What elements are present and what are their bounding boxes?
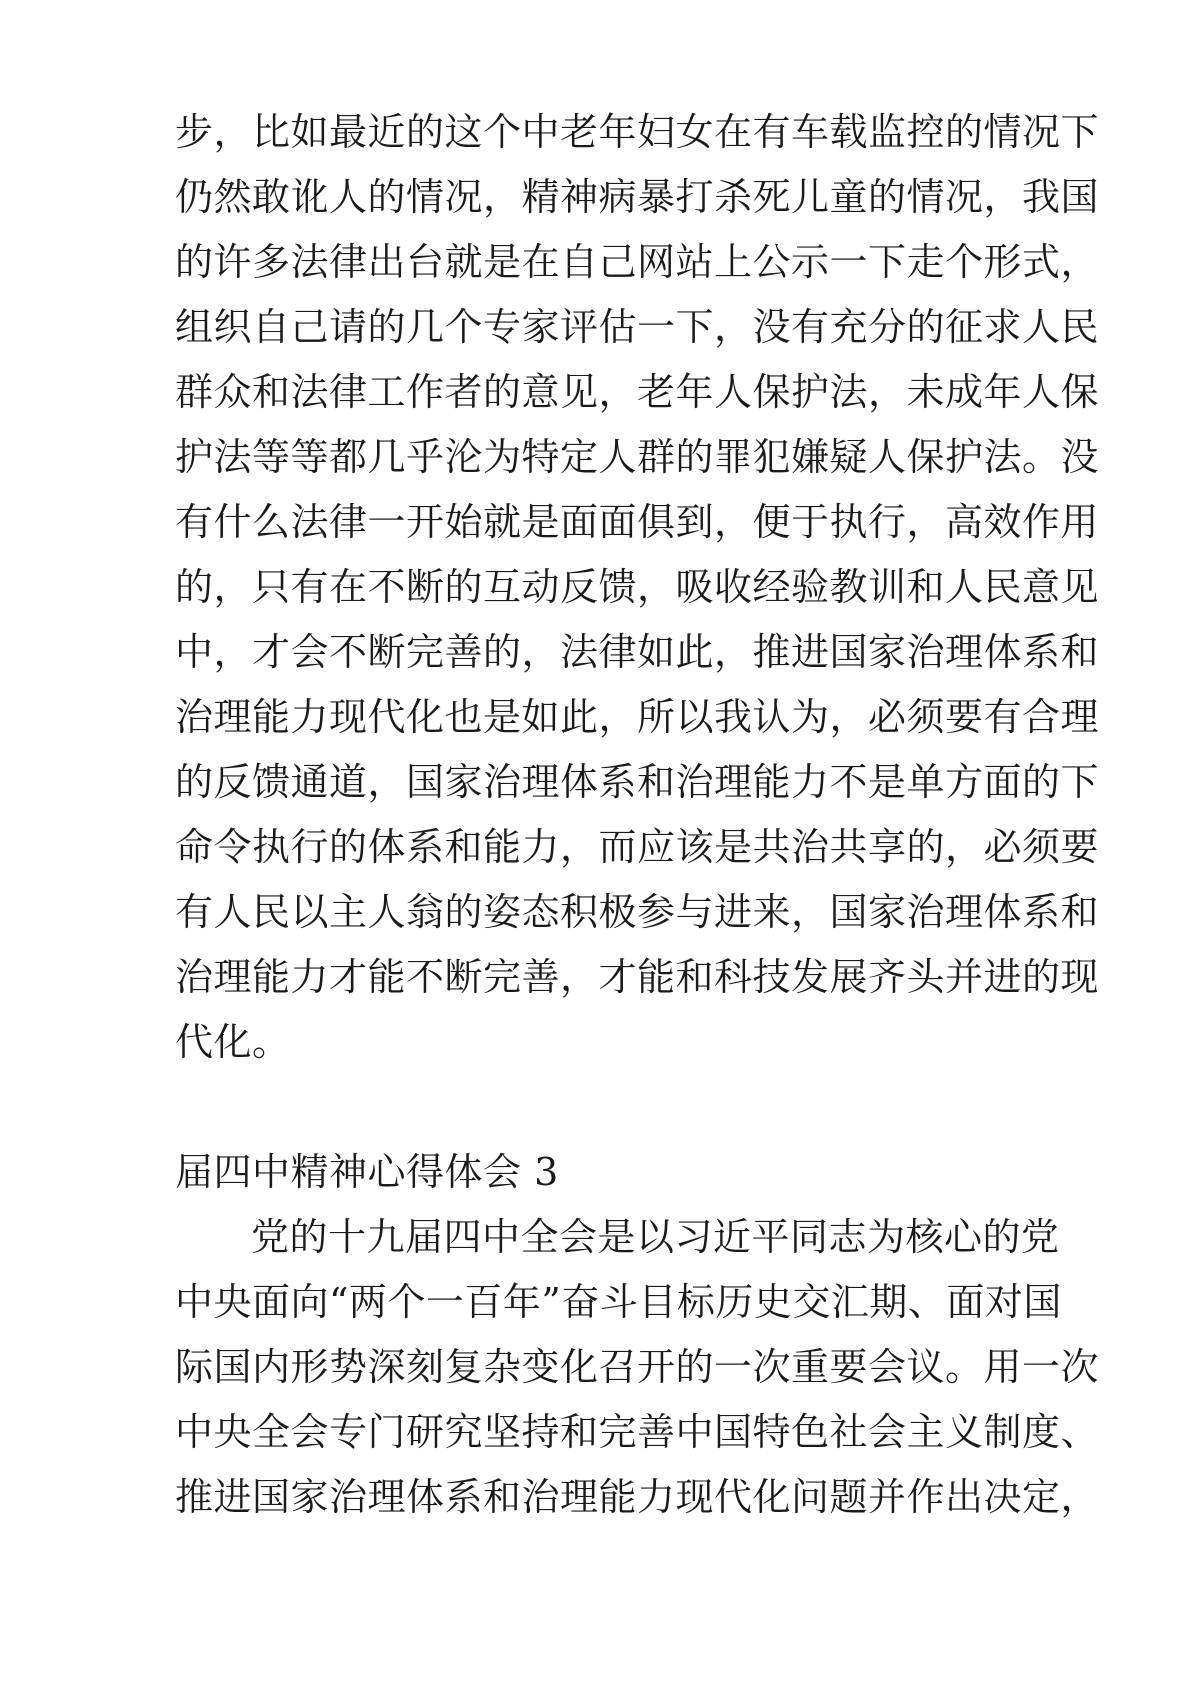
body-text-line: 中央全会专门研究坚持和完善中国特色社会主义制度、 bbox=[175, 1410, 1100, 1454]
body-text-line: 组织自己请的几个专家评估一下，没有充分的征求人民 bbox=[175, 305, 1100, 349]
body-text-line: 有人民以主人翁的姿态积极参与进来，国家治理体系和 bbox=[175, 890, 1100, 934]
body-text-line: 代化。 bbox=[175, 1020, 291, 1064]
body-text-line: 的反馈通道，国家治理体系和治理能力不是单方面的下 bbox=[175, 760, 1100, 804]
body-text-line: 的许多法律出台就是在自己网站上公示一下走个形式， bbox=[175, 240, 1100, 284]
body-text-line: 推进国家治理体系和治理能力现代化问题并作出决定， bbox=[175, 1475, 1100, 1519]
body-text-line: 的，只有在不断的互动反馈，吸收经验教训和人民意见 bbox=[175, 565, 1100, 609]
body-text-line: 群众和法律工作者的意见，老年人保护法，未成年人保 bbox=[175, 370, 1100, 414]
section-heading: 届四中精神心得体会 3 bbox=[175, 1150, 559, 1194]
body-text-line: 护法等等都几乎沦为特定人群的罪犯嫌疑人保护法。没 bbox=[175, 435, 1100, 479]
body-text-line: 仍然敢讹人的情况，精神病暴打杀死儿童的情况，我国 bbox=[175, 175, 1100, 219]
body-text-line: 际国内形势深刻复杂变化召开的一次重要会议。用一次 bbox=[175, 1345, 1100, 1389]
body-text-line: 中，才会不断完善的，法律如此，推进国家治理体系和 bbox=[175, 630, 1100, 674]
body-text-line: 治理能力现代化也是如此，所以我认为，必须要有合理 bbox=[175, 695, 1100, 739]
body-text-line: 步，比如最近的这个中老年妇女在有车载监控的情况下 bbox=[175, 110, 1100, 154]
body-text-line-indented: 党的十九届四中全会是以习近平同志为核心的党 bbox=[251, 1215, 1060, 1259]
body-text-line: 命令执行的体系和能力，而应该是共治共享的，必须要 bbox=[175, 825, 1100, 869]
body-text-line: 有什么法律一开始就是面面俱到，便于执行，高效作用 bbox=[175, 500, 1100, 544]
body-text-line: 治理能力才能不断完善，才能和科技发展齐头并进的现 bbox=[175, 955, 1100, 999]
body-text-line: 中央面向“两个一百年”奋斗目标历史交汇期、面对国 bbox=[175, 1280, 1062, 1324]
